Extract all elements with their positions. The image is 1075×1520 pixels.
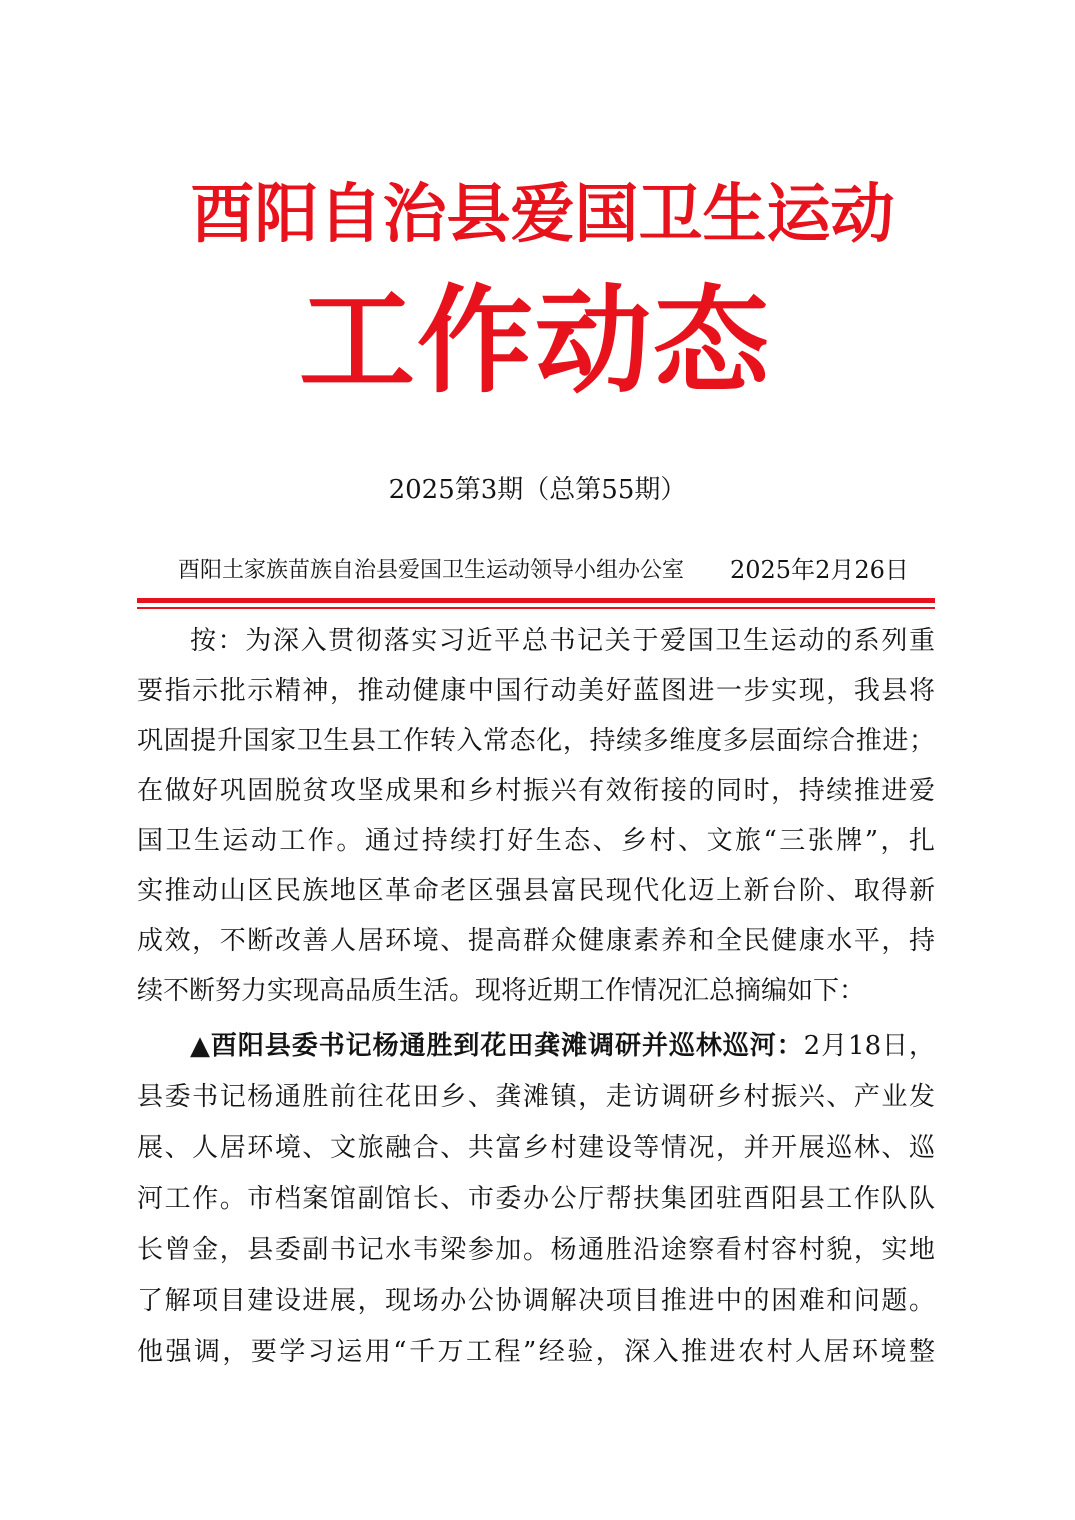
body-line: 河工作。市档案馆副馆长、市委办公厅帮扶集团驻酉阳县工作队队 — [137, 1184, 935, 1214]
masthead-title-line-1: 酉阳自治县爱国卫生运动 — [190, 177, 895, 252]
issuing-office: 酉阳土家族苗族自治县爱国卫生运动领导小组办公室 — [178, 558, 685, 583]
news-item-heading: ▲酉阳县委书记杨通胜到花田龚滩调研并巡林巡河： — [190, 1031, 804, 1061]
red-rule-thick — [137, 598, 935, 603]
preface-line: 续不断努力实现高品质生活。现将近期工作情况汇总摘编如下： — [137, 976, 866, 1006]
issue-number: 2025第3期（总第55期） — [388, 475, 687, 505]
body-line: 展、人居环境、文旅融合、共富乡村建设等情况，并开展巡林、巡 — [137, 1133, 935, 1163]
preface-line: 在做好巩固脱贫攻坚成果和乡村振兴有效衔接的同时，持续推进爱 — [137, 776, 935, 806]
body-line: 县委书记杨通胜前往花田乡、龚滩镇，走访调研乡村振兴、产业发 — [137, 1082, 935, 1112]
issue-date: 2025年2月26日 — [730, 556, 909, 584]
news-item-date: 2月18日， — [803, 1031, 935, 1061]
body-line: 他强调，要学习运用“千万工程”经验，深入推进农村人居环境整 — [137, 1337, 935, 1367]
preface-line: 巩固提升国家卫生县工作转入常态化，持续多维度多层面综合推进； — [137, 726, 935, 756]
body-line: 长曾金，县委副书记水韦梁参加。杨通胜沿途察看村容村貌，实地 — [137, 1235, 935, 1265]
body-line: 了解项目建设进展，现场办公协调解决项目推进中的困难和问题。 — [137, 1286, 935, 1316]
preface-line: 实推动山区民族地区革命老区强县富民现代化迈上新台阶、取得新 — [137, 876, 935, 906]
preface-line: 按：为深入贯彻落实习近平总书记关于爱国卫生运动的系列重 — [190, 626, 935, 656]
preface-line: 要指示批示精神，推动健康中国行动美好蓝图进一步实现，我县将 — [137, 676, 935, 706]
preface-line: 国卫生运动工作。通过持续打好生态、乡村、文旅“三张牌”，扎 — [137, 826, 935, 856]
preface-paragraph — [137, 616, 935, 1016]
news-item-paragraph — [137, 1021, 935, 1378]
news-item-lead-line — [137, 1021, 935, 1072]
preface-line: 成效，不断改善人居环境、提高群众健康素养和全民健康水平，持 — [137, 926, 935, 956]
red-rule-thin — [137, 607, 935, 609]
masthead-title-line-2: 工作动态 — [299, 273, 771, 409]
